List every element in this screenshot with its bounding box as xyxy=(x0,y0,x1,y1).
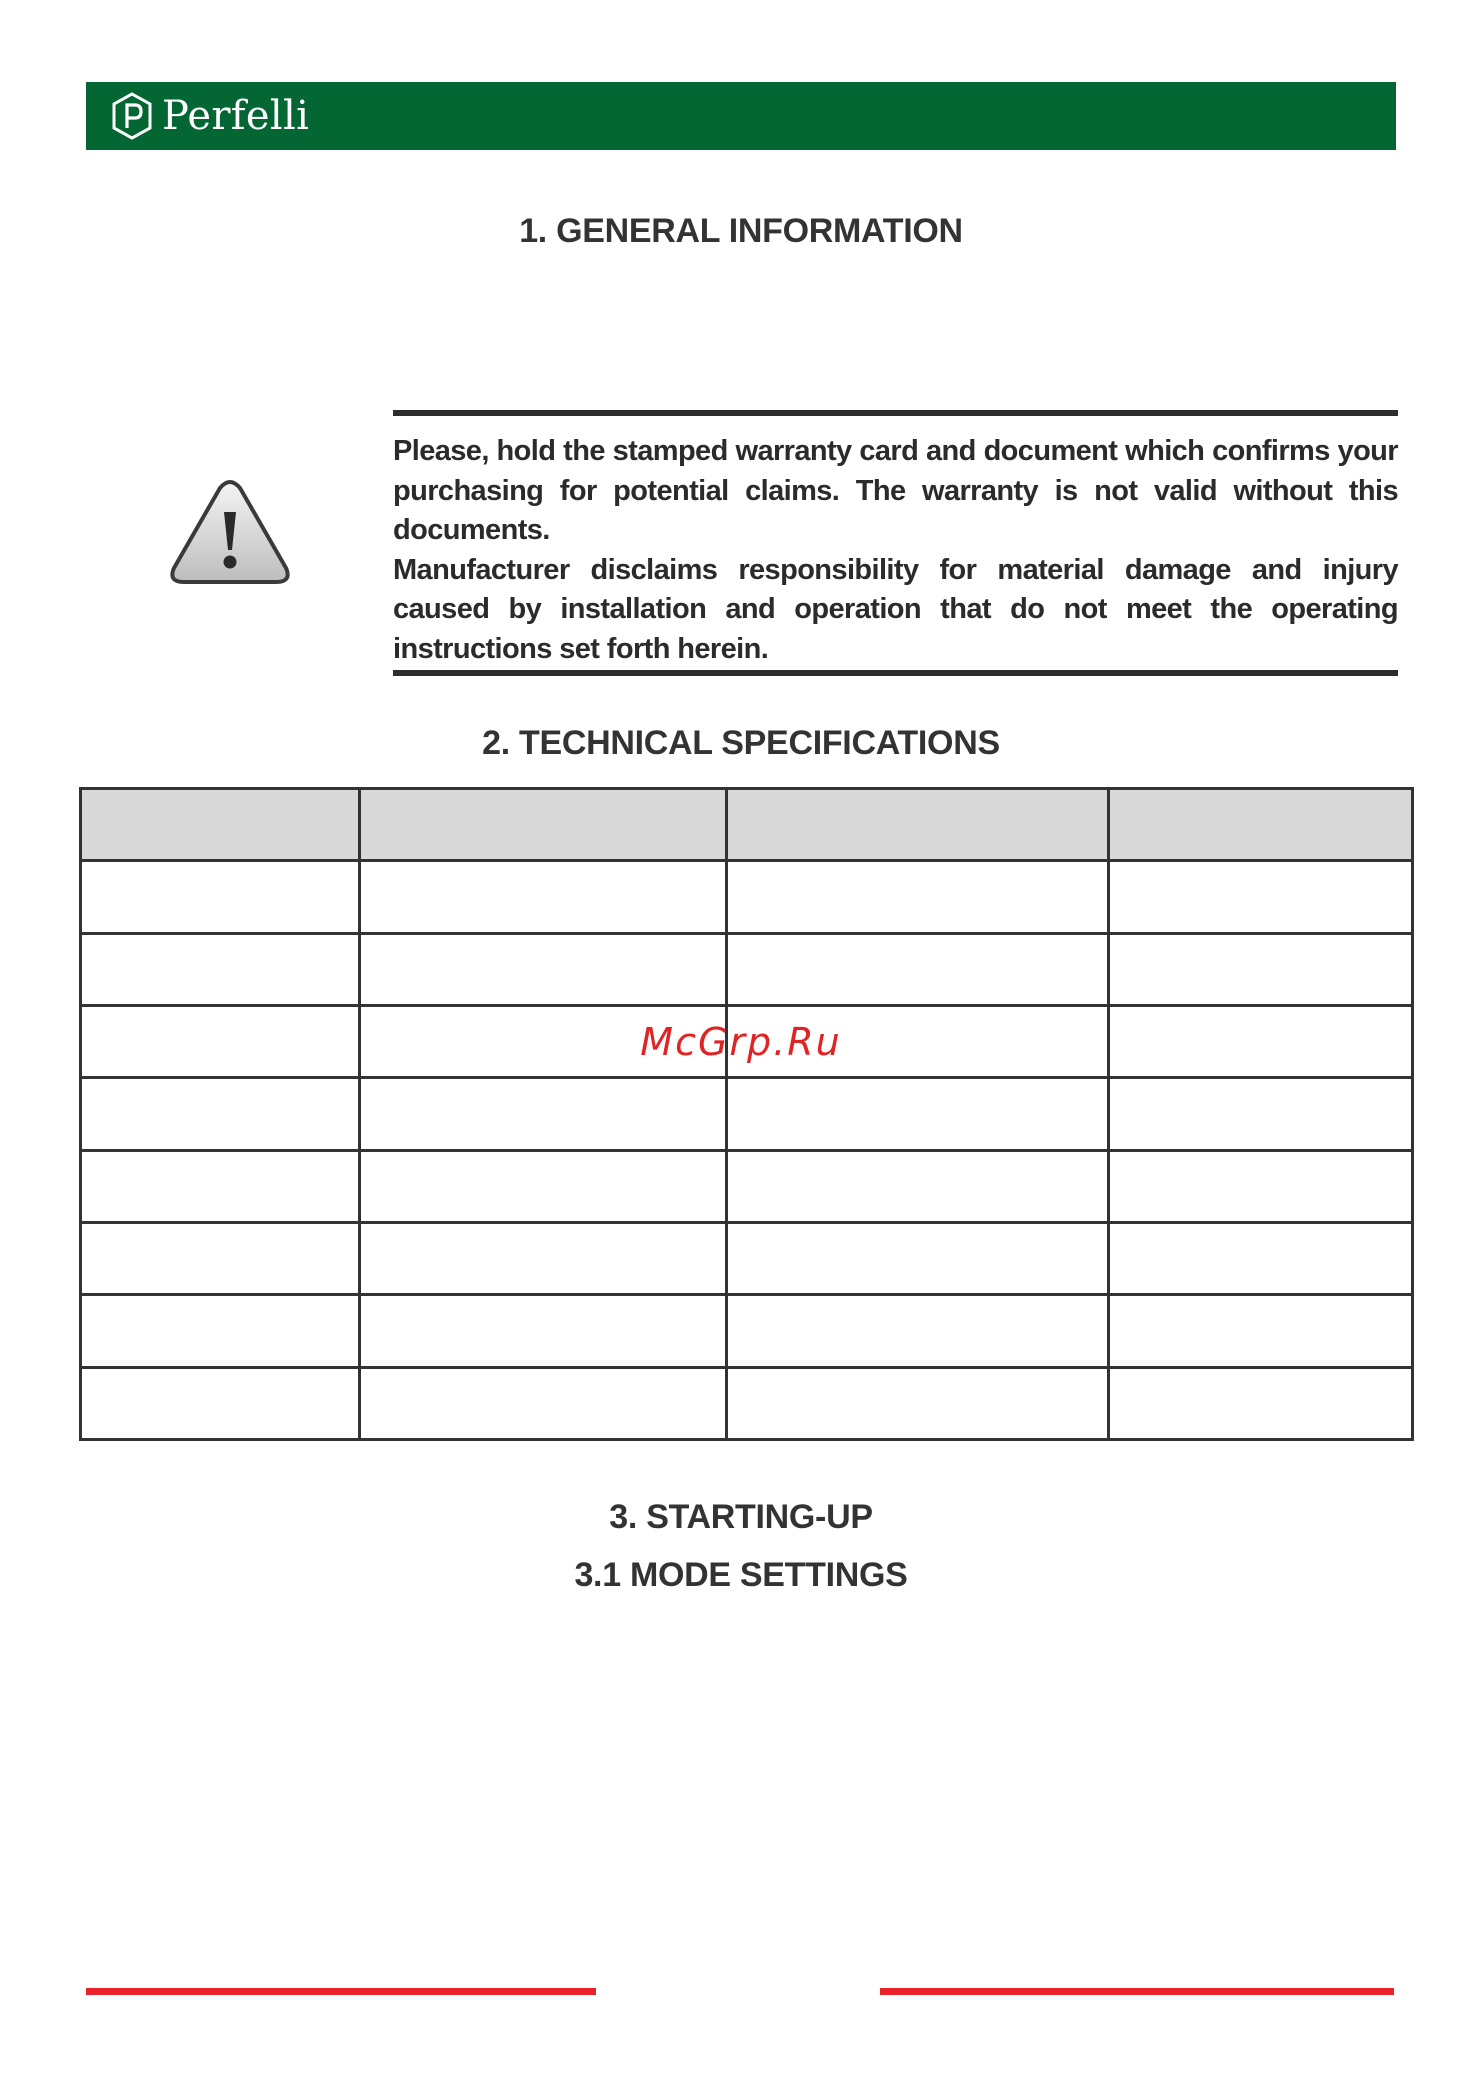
brand-header-bar xyxy=(86,82,1396,150)
table-cell xyxy=(1109,1367,1413,1439)
table-header-cell xyxy=(727,789,1109,861)
table-cell xyxy=(81,933,360,1005)
section-title-general: 1. GENERAL INFORMATION xyxy=(519,212,963,250)
footer-line-right xyxy=(880,1988,1394,1995)
warning-icon xyxy=(168,478,292,588)
table-row xyxy=(81,1295,1413,1367)
table-cell xyxy=(1109,1295,1413,1367)
table-row xyxy=(81,1150,1413,1222)
table-header-cell xyxy=(81,789,360,861)
table-cell xyxy=(1109,1150,1413,1222)
table-cell xyxy=(360,1222,727,1294)
table-cell xyxy=(81,861,360,933)
table-row xyxy=(81,1367,1413,1439)
table-cell xyxy=(81,1222,360,1294)
perfelli-logo-icon xyxy=(110,92,154,140)
table-cell xyxy=(727,1222,1109,1294)
table-cell xyxy=(360,1150,727,1222)
table-row xyxy=(81,933,1413,1005)
notice-paragraph-warranty: Please, hold the stamped warranty card and document which confirms your purchasing for potential claims. The warranty is not valid without this documents. xyxy=(393,435,1398,546)
table-cell xyxy=(1109,933,1413,1005)
watermark: McGrp.Ru xyxy=(640,1020,842,1064)
table-cell xyxy=(1109,1222,1413,1294)
table-cell xyxy=(360,861,727,933)
table-cell xyxy=(360,1295,727,1367)
table-cell xyxy=(360,1367,727,1439)
table-cell xyxy=(81,1078,360,1150)
brand-logo xyxy=(110,92,309,140)
table-row xyxy=(81,861,1413,933)
section-title-starting-up: 3. STARTING-UP xyxy=(609,1498,873,1536)
table-cell xyxy=(727,1367,1109,1439)
warranty-notice xyxy=(393,410,1398,676)
table-row xyxy=(81,1222,1413,1294)
section-title-mode-settings: 3.1 MODE SETTINGS xyxy=(574,1556,908,1594)
section-title-technical: 2. TECHNICAL SPECIFICATIONS xyxy=(482,724,1000,762)
table-cell xyxy=(727,1150,1109,1222)
footer-line-left xyxy=(86,1988,596,1995)
table-cell xyxy=(727,1078,1109,1150)
table-cell xyxy=(81,1150,360,1222)
table-cell xyxy=(1109,861,1413,933)
table-header-cell xyxy=(360,789,727,861)
notice-paragraph-disclaimer: Manufacturer disclaims responsibility for material damage and injury caused by installation and operation that do not meet the operating instructions set forth herein. xyxy=(393,553,1398,665)
table-cell xyxy=(1109,1078,1413,1150)
table-cell xyxy=(727,933,1109,1005)
table-cell xyxy=(727,861,1109,933)
table-cell xyxy=(360,1078,727,1150)
brand-name: Perfelli xyxy=(162,93,310,139)
table-cell xyxy=(81,1295,360,1367)
table-header-cell xyxy=(1109,789,1413,861)
table-cell xyxy=(360,933,727,1005)
table-cell xyxy=(81,1367,360,1439)
table-cell xyxy=(727,1295,1109,1367)
table-row xyxy=(81,1078,1413,1150)
table-header-row xyxy=(81,789,1413,861)
technical-specifications-table xyxy=(79,787,1414,1441)
